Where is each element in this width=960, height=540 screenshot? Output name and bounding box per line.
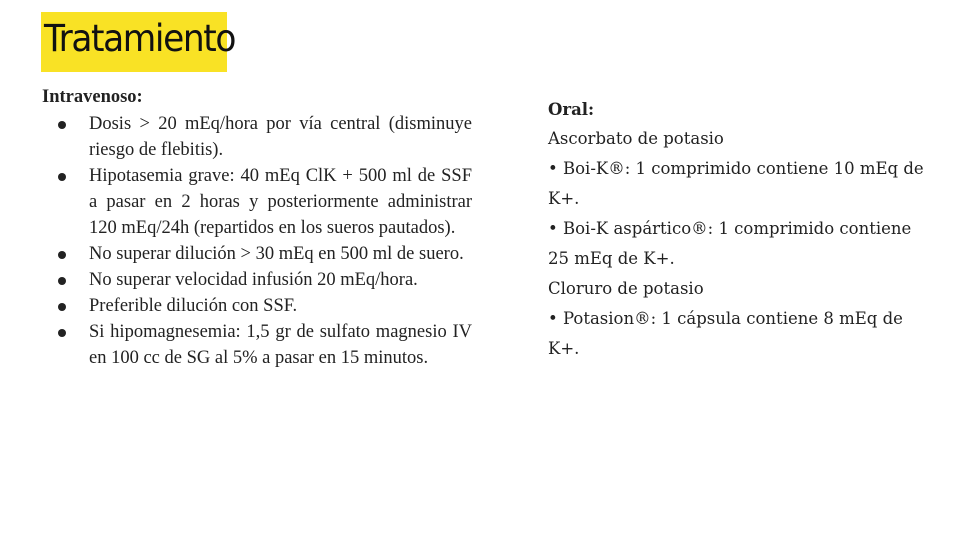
oral-line: • Potasion®: 1 cápsula contiene 8 mEq de K+. bbox=[548, 309, 903, 358]
list-item bbox=[42, 293, 472, 319]
bullet-icon bbox=[58, 251, 66, 259]
bullet-icon bbox=[58, 303, 66, 311]
list-item bbox=[42, 111, 472, 163]
list-item-text: No superar dilución > 30 mEq en 500 ml de suero. bbox=[89, 244, 464, 264]
bullet-icon bbox=[58, 173, 66, 181]
oral-heading: Oral: bbox=[548, 100, 595, 119]
list-item-text: Preferible dilución con SSF. bbox=[89, 296, 298, 316]
list-item bbox=[42, 241, 472, 267]
intravenous-list bbox=[42, 111, 472, 371]
oral-line: • Boi-K®: 1 comprimido contiene 10 mEq de K+. bbox=[548, 159, 924, 208]
oral-line: Ascorbato de potasio bbox=[548, 129, 724, 148]
bullet-icon bbox=[58, 329, 66, 337]
oral-line: Cloruro de potasio bbox=[548, 279, 704, 298]
oral-section bbox=[548, 97, 928, 364]
slide-title: Tratamiento bbox=[44, 17, 236, 60]
intravenous-heading: Intravenoso: bbox=[42, 87, 143, 107]
list-item-text: No superar velocidad infusión 20 mEq/hora. bbox=[89, 270, 418, 290]
bullet-icon bbox=[58, 121, 66, 129]
intravenous-section bbox=[42, 84, 472, 371]
list-item bbox=[42, 267, 472, 293]
bullet-icon bbox=[58, 277, 66, 285]
list-item-text: Dosis > 20 mEq/hora por vía central (disminuye riesgo de flebitis). bbox=[89, 114, 472, 160]
oral-line: • Boi-K aspártico®: 1 comprimido contiene 25 mEq de K+. bbox=[548, 219, 912, 268]
list-item bbox=[42, 163, 472, 241]
list-item-text: Hipotasemia grave: 40 mEq ClK + 500 ml de SSF a pasar en 2 horas y posteriormente administrar 120 mEq/24h (repartidos en los sueros pautados). bbox=[89, 166, 472, 238]
list-item-text: Si hipomagnesemia: 1,5 gr de sulfato magnesio IV en 100 cc de SG al 5% a pasar en 15 minutos. bbox=[89, 322, 472, 368]
list-item bbox=[42, 319, 472, 371]
